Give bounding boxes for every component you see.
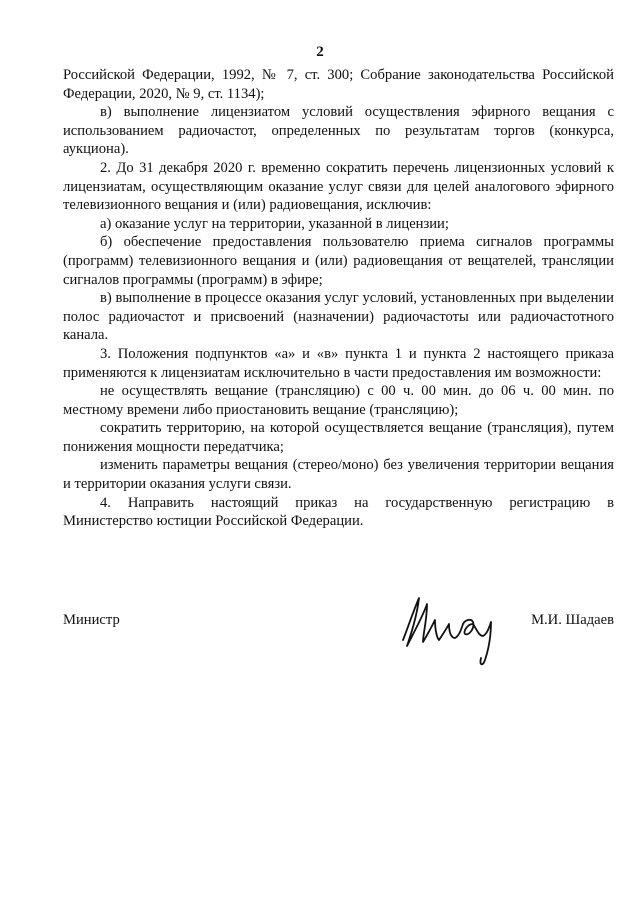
paragraph-3-option-3: изменить параметры вещания (стерео/моно) без увеличения территории вещания и территории оказания услуги связи. <box>63 457 614 493</box>
paragraph-4: 4. Направить настоящий приказ на государственную регистрацию в Министерство юстиции Российской Федерации. <box>63 494 614 530</box>
paragraph-2v: в) выполнение в процессе оказания услуг условий, установленных при выделении полос радиочастот и присвоений (назначении) радиочастоты или радиочастотного канала. <box>63 290 614 344</box>
paragraph-item-1v: в) выполнение лицензиатом условий осуществления эфирного вещания с использованием радиочастот, определенных по результатам торгов (конкурса, аукциона). <box>63 104 614 158</box>
signer-title: Министр <box>63 612 120 628</box>
signature-block <box>63 590 614 670</box>
paragraph-3-option-1: не осуществлять вещание (трансляцию) с 00 ч. 00 мин. до 06 ч. 00 мин. по местному времени либо приостановить вещание (трансляцию); <box>63 383 614 418</box>
paragraph-continuation: Российской Федерации, 1992, № 7, ст. 300; Собрание законодательства Российской Федерации, 2020, № 9, ст. 1134); <box>63 67 614 102</box>
document-body <box>63 66 614 531</box>
handwritten-signature <box>393 590 523 670</box>
signer-name: М.И. Шадаев <box>531 612 614 628</box>
paragraph-3: 3. Положения подпунктов «а» и «в» пункта 1 и пункта 2 настоящего приказа применяются к лицензиатам исключительно в части предоставления им возможности: <box>63 345 614 381</box>
paragraph-3-option-2: сократить территорию, на которой осуществляется вещание (трансляция), путем понижения мощности передатчика; <box>63 420 614 455</box>
page-number: 2 <box>316 44 324 60</box>
paragraph-2b: б) обеспечение предоставления пользователю приема сигналов программы (программ) телевизионного вещания и (или) радиовещания от вещателей, трансляции сигналов программы (программ) в эфире; <box>63 234 614 288</box>
paragraph-2: 2. До 31 декабря 2020 г. временно сократить перечень лицензионных условий к лицензиатам, осуществляющим оказание услуг связи для целей аналогового эфирного телевизионного вещания и (или) радиовещания, исключив: <box>63 159 614 214</box>
paragraph-2a: а) оказание услуг на территории, указанной в лицензии; <box>100 215 449 232</box>
